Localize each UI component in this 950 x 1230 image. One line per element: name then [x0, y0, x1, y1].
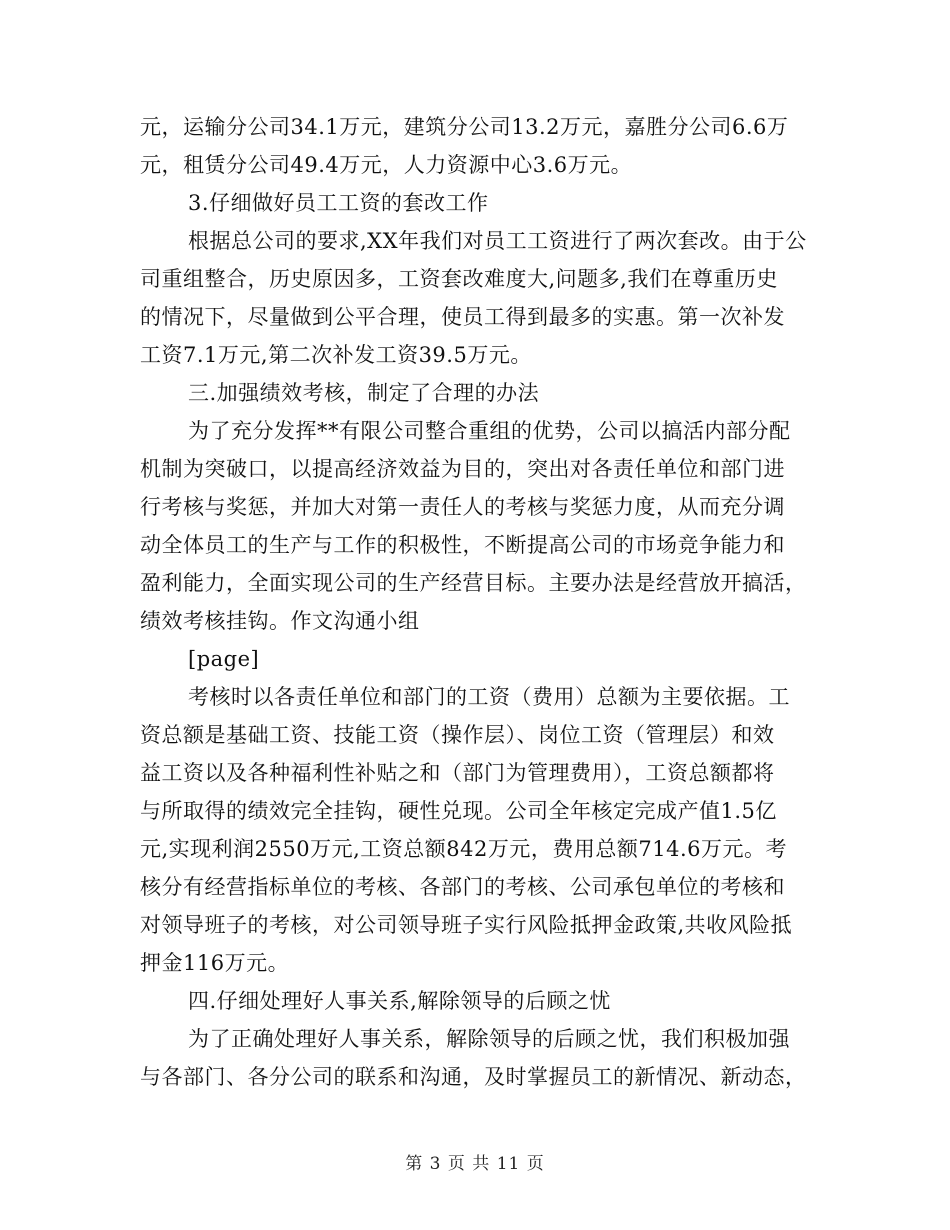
- section-heading: 三.加强绩效考核，制定了合理的办法: [188, 381, 540, 405]
- text-line: 根据总公司的要求,XX年我们对员工工资进行了两次套改。由于公: [188, 229, 807, 253]
- section-heading: 3.仔细做好员工工资的套改工作: [188, 191, 489, 215]
- text-line: 为了充分发挥**有限公司整合重组的优势，公司以搞活内部分配: [188, 419, 791, 443]
- text-line: 元，租赁分公司49.4万元，人力资源中心3.6万元。: [140, 153, 633, 177]
- text-line: 绩效考核挂钩。作文沟通小组: [140, 609, 420, 633]
- text-line: 机制为突破口，以提高经济效益为目的，突出对各责任单位和部门进: [140, 457, 785, 481]
- section-heading: 四.仔细处理好人事关系,解除领导的后顾之忧: [188, 989, 611, 1013]
- text-line: 考核时以各责任单位和部门的工资（费用）总额为主要依据。工: [188, 685, 790, 709]
- text-line: 对领导班子的考核，对公司领导班子实行风险抵押金政策,共收风险抵: [140, 913, 793, 937]
- text-line: 动全体员工的生产与工作的积极性，不断提高公司的市场竞争能力和: [140, 533, 785, 557]
- text-line: 盈利能力，全面实现公司的生产经营目标。主要办法是经营放开搞活，: [140, 571, 807, 595]
- text-line: 司重组整合，历史原因多，工资套改难度大,问题多,我们在尊重历史: [140, 267, 778, 291]
- page-marker: [page]: [188, 647, 260, 671]
- page-footer: 第 3 页 共 11 页: [405, 1154, 545, 1174]
- document-body: [140, 108, 812, 1096]
- text-line: 益工资以及各种福利性补贴之和（部门为管理费用），工资总额都将: [140, 761, 775, 785]
- text-line: 行考核与奖惩，并加大对第一责任人的考核与奖惩力度，从而充分调: [140, 495, 785, 519]
- text-line: 与各部门、各分公司的联系和沟通，及时掌握员工的新情况、新动态，: [140, 1065, 807, 1089]
- text-line: 押金116万元。: [140, 951, 290, 975]
- text-line: 核分有经营指标单位的考核、各部门的考核、公司承包单位的考核和: [140, 875, 785, 899]
- text-line: 元,实现利润2550万元,工资总额842万元，费用总额714.6万元。考: [140, 837, 787, 861]
- text-line: 为了正确处理好人事关系，解除领导的后顾之忧，我们积极加强: [188, 1027, 790, 1051]
- text-line: 元，运输分公司34.1万元，建筑分公司13.2万元，嘉胜分公司6.6万: [140, 115, 789, 139]
- text-line: 的情况下，尽量做到公平合理，使员工得到最多的实惠。第一次补发: [140, 305, 785, 329]
- text-line: 资总额是基础工资、技能工资（操作层）、岗位工资（管理层）和效: [140, 723, 775, 747]
- text-line: 与所取得的绩效完全挂钩，硬性兑现。公司全年核定完成产值1.5亿: [140, 799, 777, 823]
- text-line: 工资7.1万元,第二次补发工资39.5万元。: [140, 343, 532, 367]
